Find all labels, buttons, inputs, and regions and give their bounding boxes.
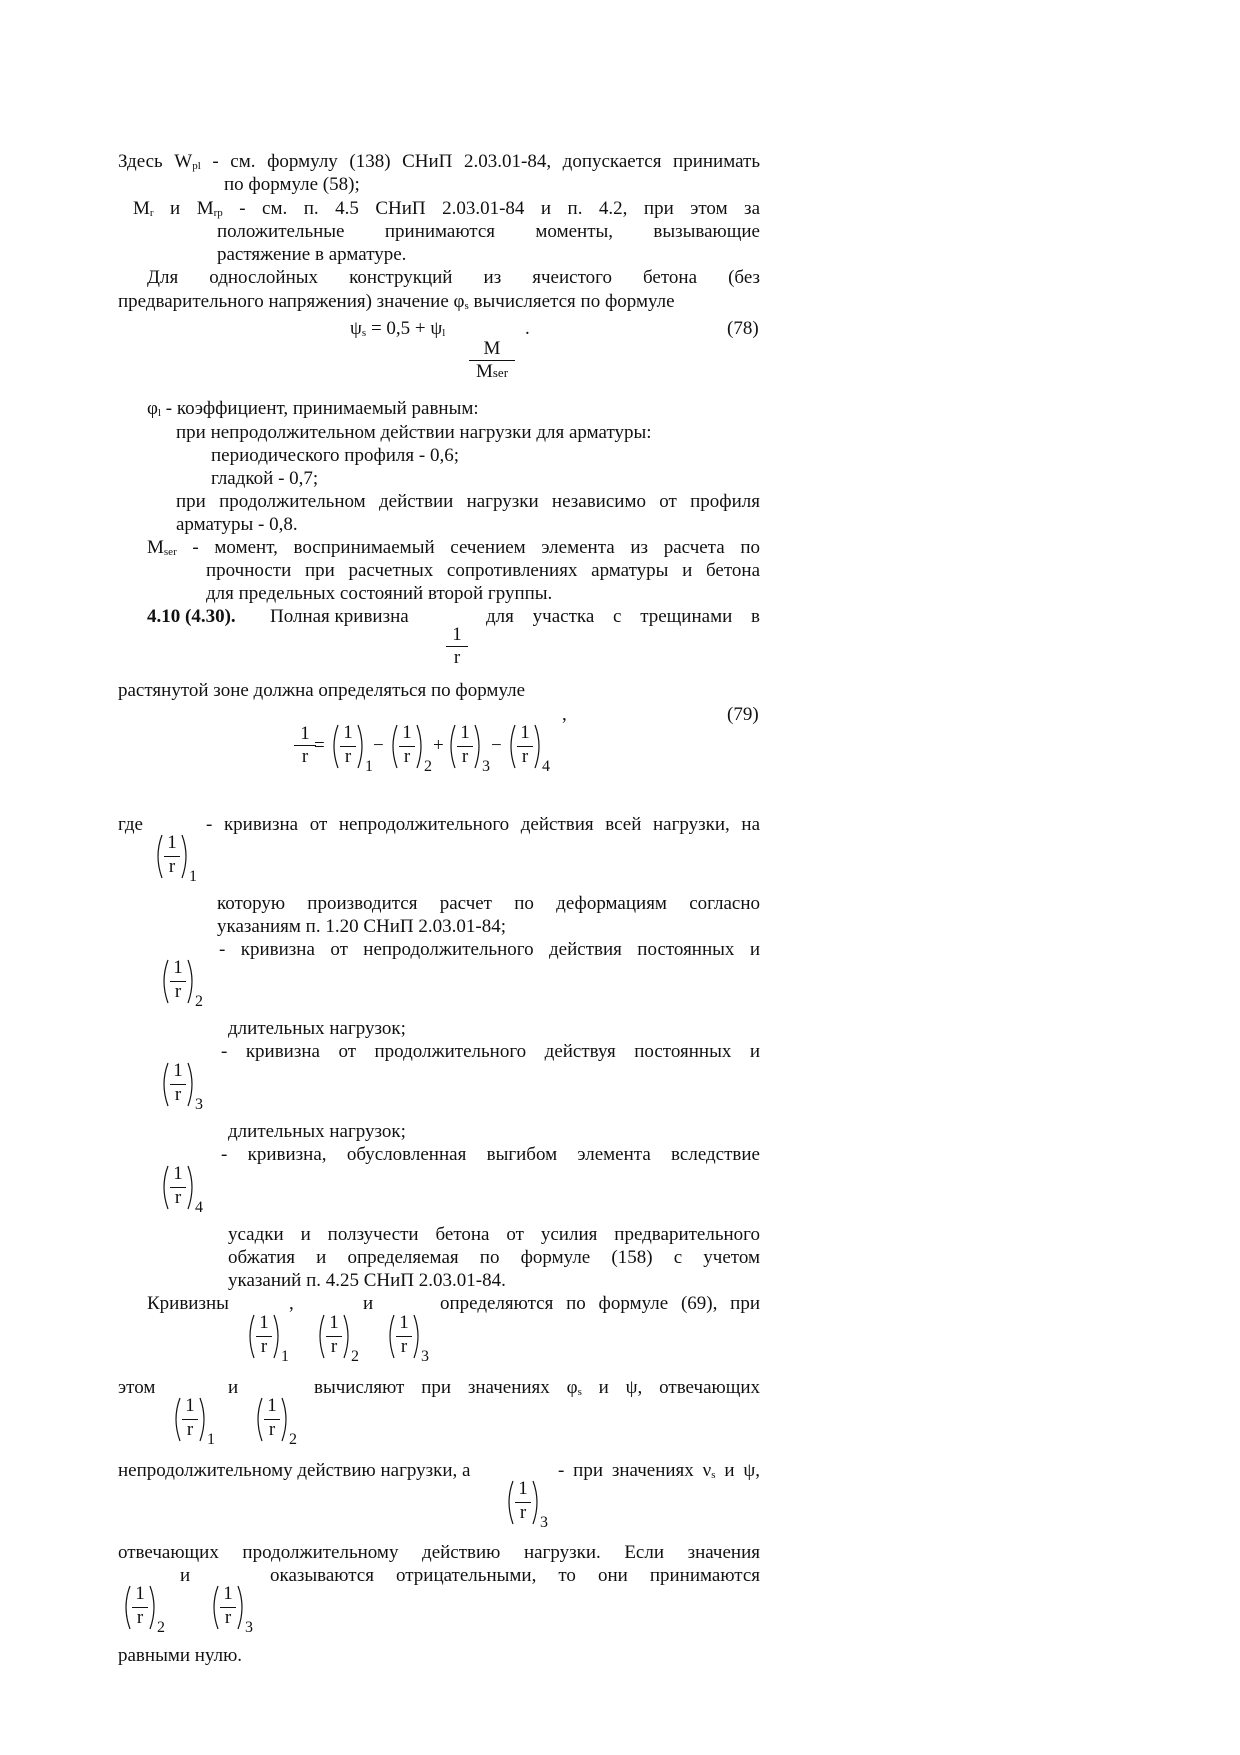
text-line: при продолжительном действии нагрузки независимо от профиля xyxy=(176,491,760,512)
subscript-index: 1 xyxy=(281,1348,289,1365)
text-line: Полная кривизна xyxy=(270,606,409,627)
subscript-index: 4 xyxy=(542,758,550,775)
subscript-index: 3 xyxy=(540,1514,548,1531)
text-line: вычисляют при значениях φs и ψ, отвечающих xyxy=(314,1377,760,1398)
text-line: - при значениях νs и ψ, xyxy=(558,1460,761,1481)
fraction-denominator: r xyxy=(136,1607,144,1628)
subscript-index: 2 xyxy=(424,758,432,775)
subscript-index: 4 xyxy=(195,1199,203,1216)
text-line: этом xyxy=(118,1377,156,1398)
fraction-denominator: r xyxy=(224,1607,232,1628)
plus-sign: + xyxy=(433,735,444,756)
curvature-term-3 xyxy=(160,1060,204,1112)
curvature-term-2 xyxy=(160,957,204,1009)
text-line: которую производится расчет по деформациям согласно xyxy=(217,893,760,914)
text-line: предварительного напряжения) значение φs вычисляется по формуле xyxy=(118,291,675,312)
fraction-denominator: r xyxy=(461,746,469,767)
curvature-term-2 xyxy=(316,1312,360,1364)
minus-sign: − xyxy=(491,735,502,756)
subscript-index: 3 xyxy=(482,758,490,775)
subscript-index: 3 xyxy=(421,1348,429,1365)
fraction-numerator: 1 xyxy=(329,1312,339,1333)
section-heading: 4.10 (4.30). xyxy=(147,606,236,627)
curvature-term-2 xyxy=(122,1583,166,1635)
fraction-numerator: 1 xyxy=(173,1163,183,1184)
text-line: длительных нагрузок; xyxy=(228,1018,406,1039)
text-line: для предельных состояний второй группы. xyxy=(206,583,553,604)
conjunction: и xyxy=(228,1377,239,1398)
fraction-denominator: r xyxy=(330,1336,338,1357)
fraction-1-r: $\frac{1}{r}$ xyxy=(446,624,468,669)
fraction-denominator: r xyxy=(400,1336,408,1357)
fraction-numerator: 1 xyxy=(518,1478,528,1499)
text-line: указаний п. 4.25 СНиП 2.03.01-84. xyxy=(228,1270,506,1291)
text-line: равными нулю. xyxy=(118,1645,243,1666)
text-line: определяются по формуле (69), при xyxy=(440,1293,760,1314)
text-line: по формуле (58); xyxy=(224,174,360,195)
text-line: прочности при расчетных сопротивлениях арматуры и бетона xyxy=(206,560,760,581)
curvature-term-3 xyxy=(386,1312,430,1364)
fraction-denominator: r xyxy=(260,1336,268,1357)
conjunction: и xyxy=(180,1565,191,1586)
comma: , xyxy=(289,1293,294,1314)
fraction-numerator: 1 xyxy=(399,1312,409,1333)
text-line: обжатия и определяемая по формуле (158) с учетом xyxy=(228,1247,760,1268)
fraction-denominator: r xyxy=(168,856,176,877)
fraction-1-r: $\frac{1}{r}$ xyxy=(294,723,316,768)
fraction-numerator: 1 xyxy=(259,1312,269,1333)
subscript-index: 2 xyxy=(289,1431,297,1448)
fraction-numerator: 1 xyxy=(173,1060,183,1081)
conjunction: и xyxy=(363,1293,374,1314)
equation-dot: . xyxy=(525,318,530,339)
fraction-numerator: 1 xyxy=(185,1395,195,1416)
subscript-index: 2 xyxy=(351,1348,359,1365)
curvature-term-4 xyxy=(160,1163,204,1215)
text-line: - кривизна, обусловленная выгибом элемента вследствие xyxy=(221,1144,760,1165)
fraction-denominator: r xyxy=(268,1419,276,1440)
text-line: - кривизна от непродолжительного действия всей нагрузки, на xyxy=(206,814,760,835)
curvature-term-1 xyxy=(172,1395,216,1447)
equation-number: (79) xyxy=(727,704,759,725)
curvature-term-1 xyxy=(330,722,374,774)
fraction-denominator: r xyxy=(174,981,182,1002)
curvature-term-4 xyxy=(507,722,551,774)
subscript-index: 2 xyxy=(195,993,203,1010)
fraction-denominator: r xyxy=(174,1187,182,1208)
fraction-numerator: 1 xyxy=(167,832,177,853)
fraction-numerator: 1 xyxy=(460,722,470,743)
text-line: для участка с трещинами в xyxy=(486,606,760,627)
fraction-numerator: 1 xyxy=(520,722,530,743)
curvature-term-3 xyxy=(505,1478,549,1530)
text-line: арматуры - 0,8. xyxy=(176,514,298,535)
text-line: Здесь Wpl - см. формулу (138) СНиП 2.03.01-84, допускается принимать xyxy=(118,151,760,172)
fraction-m-mser: M Mser xyxy=(469,338,515,384)
subscript-index: 3 xyxy=(245,1619,253,1636)
fraction-denominator: r xyxy=(521,746,529,767)
fraction-denominator: r xyxy=(519,1502,527,1523)
equation-78: ψs = 0,5 + ψl xyxy=(350,318,446,339)
curvature-term-1 xyxy=(154,832,198,884)
subscript-index: 2 xyxy=(157,1619,165,1636)
fraction-numerator: 1 xyxy=(173,957,183,978)
text-line: φl - коэффициент, принимаемый равным: xyxy=(147,398,479,419)
fraction-numerator: 1 xyxy=(267,1395,277,1416)
text-line: - кривизна от продолжительного действуя постоянных и xyxy=(221,1041,760,1062)
fraction-denominator: r xyxy=(403,746,411,767)
text-line: Кривизны xyxy=(147,1293,229,1314)
text-line: непродолжительному действию нагрузки, а xyxy=(118,1460,471,1481)
curvature-term-2 xyxy=(254,1395,298,1447)
fraction-numerator: 1 xyxy=(223,1583,233,1604)
curvature-term-3 xyxy=(447,722,491,774)
fraction-numerator: 1 xyxy=(135,1583,145,1604)
subscript-index: 3 xyxy=(195,1096,203,1113)
equation-number: (78) xyxy=(727,318,759,339)
fraction-numerator: 1 xyxy=(402,722,412,743)
text-line: усадки и ползучести бетона от усилия предварительного xyxy=(228,1224,760,1245)
equation-comma: , xyxy=(562,704,567,725)
equals-sign: = xyxy=(314,735,325,756)
minus-sign: − xyxy=(373,735,384,756)
text-line: при непродолжительном действии нагрузки для арматуры: xyxy=(176,422,652,443)
subscript-index: 1 xyxy=(207,1431,215,1448)
text-line: где xyxy=(118,814,143,835)
text-line: длительных нагрузок; xyxy=(228,1121,406,1142)
text-line: Mser - момент, воспринимаемый сечением элемента из расчета по xyxy=(147,537,760,558)
text-line: Mr и Mrp - см. п. 4.5 СНиП 2.03.01-84 и п. 4.2, при этом за xyxy=(133,198,760,219)
fraction-denominator: r xyxy=(174,1084,182,1105)
text-line: гладкой - 0,7; xyxy=(211,468,319,489)
text-line: оказываются отрицательными, то они принимаются xyxy=(270,1565,760,1586)
curvature-term-1 xyxy=(246,1312,290,1364)
text-line: Для однослойных конструкций из ячеистого бетона (без xyxy=(147,267,760,288)
subscript-index: 1 xyxy=(365,758,373,775)
text-line: периодического профиля - 0,6; xyxy=(211,445,460,466)
fraction-numerator: 1 xyxy=(343,722,353,743)
fraction-denominator: r xyxy=(344,746,352,767)
text-line: положительные принимаются моменты, вызывающие xyxy=(217,221,760,242)
text-line: указаниям п. 1.20 СНиП 2.03.01-84; xyxy=(217,916,506,937)
fraction-denominator: r xyxy=(186,1419,194,1440)
text-line: - кривизна от непродолжительного действия постоянных и xyxy=(219,939,760,960)
subscript-index: 1 xyxy=(189,868,197,885)
curvature-term-2 xyxy=(389,722,433,774)
text-line: растяжение в арматуре. xyxy=(217,244,407,265)
text-line: растянутой зоне должна определяться по формуле xyxy=(118,680,526,701)
text-line: отвечающих продолжительному действию нагрузки. Если значения xyxy=(118,1542,760,1563)
curvature-term-3 xyxy=(210,1583,254,1635)
